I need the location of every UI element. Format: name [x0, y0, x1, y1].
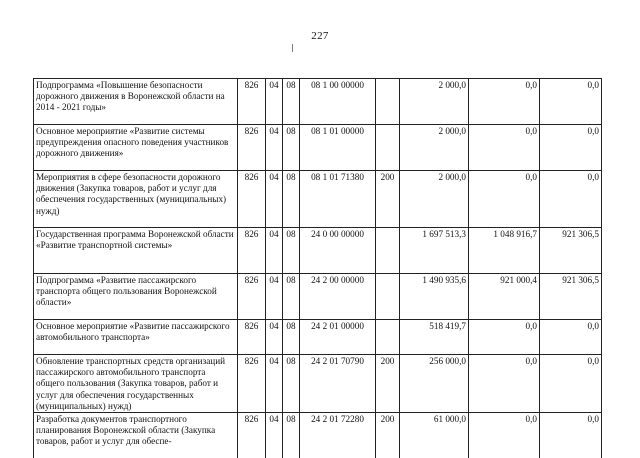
row-rz: 04	[266, 413, 283, 458]
table-row	[34, 171, 602, 228]
row-rz: 04	[266, 171, 283, 228]
row-vr	[376, 320, 400, 355]
row-vr: 200	[376, 413, 400, 458]
table-row	[34, 274, 602, 320]
row-pr: 08	[283, 355, 300, 413]
row-year3: 0,0	[540, 320, 602, 355]
row-year1: 2 000,0	[400, 79, 469, 125]
row-csr: 24 2 00 00000	[300, 274, 376, 320]
row-year3: 921 306,5	[540, 228, 602, 274]
row-rz: 04	[266, 79, 283, 125]
row-grbs: 826	[238, 413, 266, 458]
row-year2: 1 048 916,7	[469, 228, 540, 274]
row-year3: 0,0	[540, 413, 602, 458]
row-year2: 921 000,4	[469, 274, 540, 320]
row-year3: 0,0	[540, 79, 602, 125]
row-vr	[376, 228, 400, 274]
row-csr: 24 2 01 70790	[300, 355, 376, 413]
row-csr: 24 2 01 72280	[300, 413, 376, 458]
row-grbs: 826	[238, 320, 266, 355]
row-year2: 0,0	[469, 125, 540, 171]
row-grbs: 826	[238, 125, 266, 171]
row-grbs: 826	[238, 355, 266, 413]
row-pr: 08	[283, 125, 300, 171]
row-year3: 921 306,5	[540, 274, 602, 320]
row-year2: 0,0	[469, 355, 540, 413]
table-row	[34, 125, 602, 171]
row-name: Мероприятия в сфере безопасности дорожного движения (Закупка товаров, работ и услуг для обеспечения государственных (муниципальных) нужд)	[34, 171, 238, 228]
row-rz: 04	[266, 320, 283, 355]
row-rz: 04	[266, 228, 283, 274]
row-vr	[376, 79, 400, 125]
row-rz: 04	[266, 125, 283, 171]
row-grbs: 826	[238, 171, 266, 228]
row-pr: 08	[283, 171, 300, 228]
row-rz: 04	[266, 274, 283, 320]
table-row	[34, 320, 602, 355]
row-rz: 04	[266, 355, 283, 413]
row-year1: 2 000,0	[400, 125, 469, 171]
row-grbs: 826	[238, 228, 266, 274]
table-row	[34, 228, 602, 274]
row-name: Обновление транспортных средств организаций пассажирского автомобильного транспорта общего пользования (Закупка товаров, работ и услуг для обеспечения государственных (муниципальных) нужд)	[34, 355, 238, 413]
row-year1: 61 000,0	[400, 413, 469, 458]
row-year3: 0,0	[540, 355, 602, 413]
row-vr	[376, 125, 400, 171]
row-csr: 08 1 01 71380	[300, 171, 376, 228]
budget-table	[33, 78, 602, 458]
row-csr: 08 1 00 00000	[300, 79, 376, 125]
row-year2: 0,0	[469, 413, 540, 458]
row-name: Государственная программа Воронежской области «Развитие транспортной системы»	[34, 228, 238, 274]
row-name: Подпрограмма «Развитие пассажирского транспорта общего пользования Воронежской области»	[34, 274, 238, 320]
table-row	[34, 79, 602, 125]
row-csr: 24 0 00 00000	[300, 228, 376, 274]
row-year1: 1 490 935,6	[400, 274, 469, 320]
row-year2: 0,0	[469, 79, 540, 125]
row-vr: 200	[376, 355, 400, 413]
row-year1: 2 000,0	[400, 171, 469, 228]
row-vr	[376, 274, 400, 320]
table-row	[34, 355, 602, 413]
row-grbs: 826	[238, 79, 266, 125]
row-year1: 1 697 513,3	[400, 228, 469, 274]
row-csr: 08 1 01 00000	[300, 125, 376, 171]
row-pr: 08	[283, 274, 300, 320]
row-name: Разработка документов транспортного планирования Воронежской области (Закупка товаров, работ и услуг для обеспе-	[34, 413, 238, 458]
row-name: Подпрограмма «Повышение безопасности дорожного движения в Воронежской области на 2014 - 2021 годы»	[34, 79, 238, 125]
page-mark	[292, 44, 293, 52]
row-vr: 200	[376, 171, 400, 228]
row-pr: 08	[283, 413, 300, 458]
page-number: 227	[311, 30, 329, 42]
row-year2: 0,0	[469, 320, 540, 355]
row-pr: 08	[283, 228, 300, 274]
row-year3: 0,0	[540, 171, 602, 228]
row-csr: 24 2 01 00000	[300, 320, 376, 355]
row-pr: 08	[283, 79, 300, 125]
row-name: Основное мероприятие «Развитие системы предупреждения опасного поведения участников дорожного движения»	[34, 125, 238, 171]
row-pr: 08	[283, 320, 300, 355]
row-grbs: 826	[238, 274, 266, 320]
row-year2: 0,0	[469, 171, 540, 228]
row-year3: 0,0	[540, 125, 602, 171]
row-name: Основное мероприятие «Развитие пассажирского автомобильного транспорта»	[34, 320, 238, 355]
row-year1: 256 000,0	[400, 355, 469, 413]
table-row	[34, 413, 602, 458]
row-year1: 518 419,7	[400, 320, 469, 355]
